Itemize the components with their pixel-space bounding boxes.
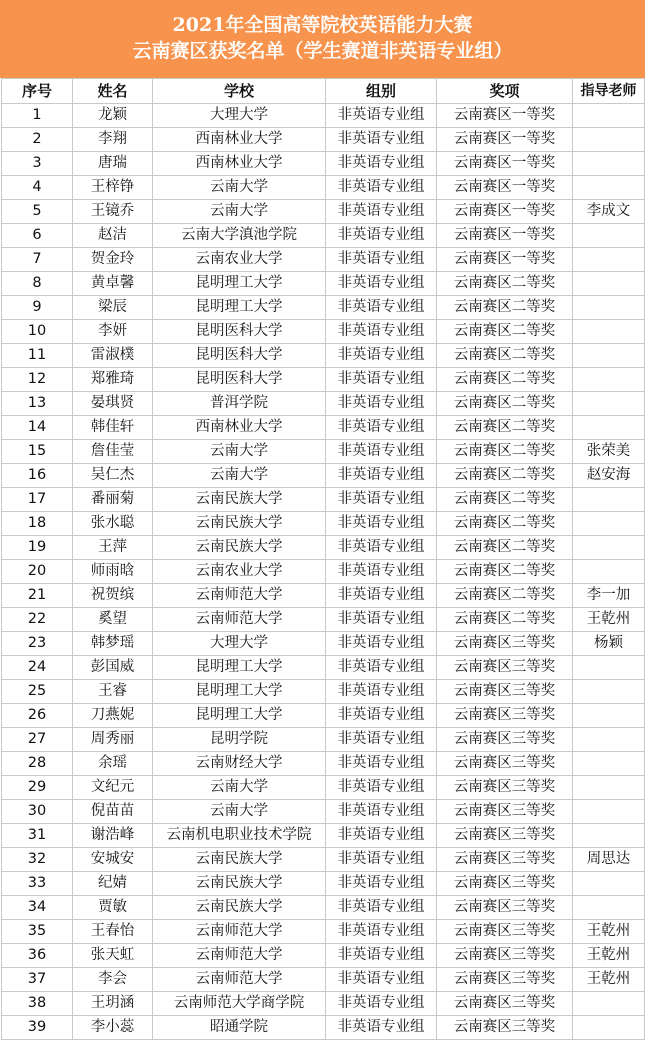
cell-award: 云南赛区三等奖 [437, 848, 573, 872]
cell-mentor [573, 776, 645, 800]
cell-index: 11 [2, 344, 73, 368]
cell-index: 33 [2, 872, 73, 896]
cell-index: 1 [2, 104, 73, 128]
cell-mentor [573, 296, 645, 320]
cell-index: 15 [2, 440, 73, 464]
cell-mentor [573, 992, 645, 1016]
title-line-1: 2021年全国高等院校英语能力大赛 [172, 14, 473, 36]
cell-award: 云南赛区二等奖 [437, 344, 573, 368]
cell-mentor [573, 704, 645, 728]
cell-award: 云南赛区三等奖 [437, 800, 573, 824]
cell-award: 云南赛区一等奖 [437, 152, 573, 176]
cell-mentor: 王乾州 [573, 608, 645, 632]
header-index: 序号 [2, 79, 73, 104]
cell-index: 21 [2, 584, 73, 608]
cell-school: 昆明理工大学 [153, 656, 326, 680]
cell-group: 非英语专业组 [326, 632, 437, 656]
cell-school: 昆明医科大学 [153, 344, 326, 368]
cell-mentor [573, 824, 645, 848]
cell-name: 李妍 [73, 320, 153, 344]
cell-school: 云南民族大学 [153, 512, 326, 536]
cell-award: 云南赛区一等奖 [437, 128, 573, 152]
cell-index: 10 [2, 320, 73, 344]
table-row [2, 872, 645, 896]
cell-group: 非英语专业组 [326, 920, 437, 944]
cell-school: 西南林业大学 [153, 128, 326, 152]
cell-group: 非英语专业组 [326, 296, 437, 320]
cell-index: 25 [2, 680, 73, 704]
header-name: 姓名 [73, 79, 153, 104]
cell-group: 非英语专业组 [326, 512, 437, 536]
cell-mentor [573, 128, 645, 152]
table-row [2, 416, 645, 440]
table-row [2, 608, 645, 632]
cell-mentor [573, 224, 645, 248]
page-title [0, 0, 645, 78]
cell-school: 云南大学 [153, 800, 326, 824]
cell-mentor [573, 656, 645, 680]
cell-index: 6 [2, 224, 73, 248]
table-row [2, 824, 645, 848]
header-group: 组别 [326, 79, 437, 104]
cell-award: 云南赛区二等奖 [437, 416, 573, 440]
cell-name: 张水聪 [73, 512, 153, 536]
cell-school: 云南大学 [153, 176, 326, 200]
cell-school: 云南民族大学 [153, 848, 326, 872]
title-line-2: 云南赛区获奖名单（学生赛道非英语专业组） [132, 40, 513, 62]
cell-index: 5 [2, 200, 73, 224]
cell-school: 云南师范大学 [153, 968, 326, 992]
cell-mentor [573, 416, 645, 440]
table-row [2, 968, 645, 992]
cell-group: 非英语专业组 [326, 584, 437, 608]
table-row [2, 368, 645, 392]
table-row [2, 464, 645, 488]
table-row [2, 488, 645, 512]
cell-school: 昆明理工大学 [153, 680, 326, 704]
table-row [2, 560, 645, 584]
table-row [2, 200, 645, 224]
cell-school: 大理大学 [153, 632, 326, 656]
cell-group: 非英语专业组 [326, 992, 437, 1016]
cell-name: 周秀丽 [73, 728, 153, 752]
table-row [2, 104, 645, 128]
cell-mentor [573, 488, 645, 512]
cell-name: 张天虹 [73, 944, 153, 968]
cell-index: 32 [2, 848, 73, 872]
cell-award: 云南赛区二等奖 [437, 320, 573, 344]
cell-name: 韩佳轩 [73, 416, 153, 440]
cell-mentor [573, 896, 645, 920]
cell-mentor [573, 152, 645, 176]
cell-group: 非英语专业组 [326, 416, 437, 440]
cell-name: 李会 [73, 968, 153, 992]
cell-school: 昆明学院 [153, 728, 326, 752]
cell-school: 云南师范大学 [153, 944, 326, 968]
cell-index: 29 [2, 776, 73, 800]
cell-name: 黄卓馨 [73, 272, 153, 296]
cell-award: 云南赛区二等奖 [437, 464, 573, 488]
cell-group: 非英语专业组 [326, 824, 437, 848]
cell-index: 12 [2, 368, 73, 392]
cell-school: 云南师范大学 [153, 608, 326, 632]
table-header-row [2, 79, 645, 104]
cell-award: 云南赛区三等奖 [437, 776, 573, 800]
cell-award: 云南赛区三等奖 [437, 944, 573, 968]
cell-school: 云南财经大学 [153, 752, 326, 776]
cell-group: 非英语专业组 [326, 224, 437, 248]
cell-mentor [573, 368, 645, 392]
cell-school: 云南民族大学 [153, 872, 326, 896]
cell-name: 奚望 [73, 608, 153, 632]
cell-index: 35 [2, 920, 73, 944]
table-row [2, 680, 645, 704]
cell-group: 非英语专业组 [326, 128, 437, 152]
cell-award: 云南赛区一等奖 [437, 104, 573, 128]
header-school: 学校 [153, 79, 326, 104]
table-row [2, 752, 645, 776]
cell-index: 26 [2, 704, 73, 728]
cell-mentor: 李成文 [573, 200, 645, 224]
cell-index: 9 [2, 296, 73, 320]
table-row [2, 320, 645, 344]
awards-table [1, 78, 645, 1040]
table-row [2, 296, 645, 320]
cell-index: 24 [2, 656, 73, 680]
cell-mentor: 赵安海 [573, 464, 645, 488]
cell-group: 非英语专业组 [326, 248, 437, 272]
cell-name: 雷淑樸 [73, 344, 153, 368]
cell-name: 刀燕妮 [73, 704, 153, 728]
cell-mentor [573, 800, 645, 824]
cell-name: 赵洁 [73, 224, 153, 248]
cell-index: 23 [2, 632, 73, 656]
table-row [2, 440, 645, 464]
cell-award: 云南赛区二等奖 [437, 560, 573, 584]
cell-award: 云南赛区二等奖 [437, 368, 573, 392]
cell-name: 韩梦瑶 [73, 632, 153, 656]
cell-index: 20 [2, 560, 73, 584]
cell-school: 云南农业大学 [153, 248, 326, 272]
cell-name: 师雨晗 [73, 560, 153, 584]
cell-index: 3 [2, 152, 73, 176]
table-row [2, 1016, 645, 1040]
cell-mentor [573, 320, 645, 344]
cell-award: 云南赛区三等奖 [437, 632, 573, 656]
cell-group: 非英语专业组 [326, 752, 437, 776]
cell-award: 云南赛区三等奖 [437, 656, 573, 680]
cell-index: 18 [2, 512, 73, 536]
cell-group: 非英语专业组 [326, 1016, 437, 1040]
cell-group: 非英语专业组 [326, 560, 437, 584]
cell-award: 云南赛区三等奖 [437, 896, 573, 920]
cell-mentor [573, 560, 645, 584]
cell-group: 非英语专业组 [326, 800, 437, 824]
cell-award: 云南赛区三等奖 [437, 968, 573, 992]
cell-award: 云南赛区一等奖 [437, 224, 573, 248]
cell-name: 梁辰 [73, 296, 153, 320]
cell-school: 云南大学 [153, 464, 326, 488]
cell-mentor [573, 512, 645, 536]
cell-award: 云南赛区三等奖 [437, 872, 573, 896]
cell-index: 7 [2, 248, 73, 272]
table-row [2, 992, 645, 1016]
cell-name: 贾敏 [73, 896, 153, 920]
cell-name: 王萍 [73, 536, 153, 560]
cell-name: 贺金玲 [73, 248, 153, 272]
cell-group: 非英语专业组 [326, 896, 437, 920]
cell-index: 13 [2, 392, 73, 416]
cell-award: 云南赛区三等奖 [437, 752, 573, 776]
cell-school: 西南林业大学 [153, 416, 326, 440]
cell-name: 晏琪贤 [73, 392, 153, 416]
table-row [2, 896, 645, 920]
cell-award: 云南赛区二等奖 [437, 488, 573, 512]
cell-group: 非英语专业组 [326, 488, 437, 512]
cell-school: 云南民族大学 [153, 488, 326, 512]
cell-name: 番丽菊 [73, 488, 153, 512]
table-row [2, 128, 645, 152]
cell-name: 吴仁杰 [73, 464, 153, 488]
cell-mentor [573, 1016, 645, 1040]
cell-name: 唐瑞 [73, 152, 153, 176]
table-row [2, 344, 645, 368]
table-row [2, 272, 645, 296]
header-award: 奖项 [437, 79, 573, 104]
cell-school: 云南师范大学 [153, 920, 326, 944]
cell-award: 云南赛区二等奖 [437, 272, 573, 296]
cell-award: 云南赛区二等奖 [437, 392, 573, 416]
cell-mentor [573, 680, 645, 704]
cell-mentor [573, 272, 645, 296]
cell-mentor [573, 104, 645, 128]
table-row [2, 728, 645, 752]
cell-mentor [573, 872, 645, 896]
cell-award: 云南赛区三等奖 [437, 728, 573, 752]
cell-group: 非英语专业组 [326, 608, 437, 632]
cell-award: 云南赛区三等奖 [437, 680, 573, 704]
cell-award: 云南赛区二等奖 [437, 536, 573, 560]
table-row [2, 656, 645, 680]
table-row [2, 920, 645, 944]
cell-award: 云南赛区二等奖 [437, 608, 573, 632]
cell-award: 云南赛区二等奖 [437, 512, 573, 536]
cell-group: 非英语专业组 [326, 464, 437, 488]
cell-group: 非英语专业组 [326, 176, 437, 200]
cell-name: 安城安 [73, 848, 153, 872]
cell-name: 詹佳莹 [73, 440, 153, 464]
cell-index: 31 [2, 824, 73, 848]
cell-school: 云南师范大学 [153, 584, 326, 608]
cell-name: 彭国威 [73, 656, 153, 680]
cell-group: 非英语专业组 [326, 344, 437, 368]
cell-mentor: 李一加 [573, 584, 645, 608]
cell-index: 16 [2, 464, 73, 488]
table-row [2, 392, 645, 416]
cell-group: 非英语专业组 [326, 944, 437, 968]
table-row [2, 152, 645, 176]
cell-mentor: 王乾州 [573, 920, 645, 944]
cell-mentor [573, 248, 645, 272]
table-row [2, 248, 645, 272]
cell-index: 2 [2, 128, 73, 152]
table-row [2, 536, 645, 560]
cell-mentor: 王乾州 [573, 968, 645, 992]
cell-index: 8 [2, 272, 73, 296]
cell-school: 云南民族大学 [153, 896, 326, 920]
table-row [2, 632, 645, 656]
cell-group: 非英语专业组 [326, 200, 437, 224]
cell-mentor: 张荣美 [573, 440, 645, 464]
cell-school: 云南大学 [153, 200, 326, 224]
cell-mentor [573, 392, 645, 416]
cell-name: 王镜乔 [73, 200, 153, 224]
cell-mentor: 杨颖 [573, 632, 645, 656]
cell-award: 云南赛区二等奖 [437, 440, 573, 464]
cell-school: 云南大学 [153, 776, 326, 800]
cell-school: 云南师范大学商学院 [153, 992, 326, 1016]
cell-name: 龙颖 [73, 104, 153, 128]
cell-group: 非英语专业组 [326, 392, 437, 416]
table-row [2, 800, 645, 824]
cell-award: 云南赛区二等奖 [437, 296, 573, 320]
cell-mentor: 周思达 [573, 848, 645, 872]
cell-name: 谢浩峰 [73, 824, 153, 848]
cell-group: 非英语专业组 [326, 968, 437, 992]
cell-award: 云南赛区三等奖 [437, 1016, 573, 1040]
cell-group: 非英语专业组 [326, 848, 437, 872]
cell-school: 云南农业大学 [153, 560, 326, 584]
cell-index: 27 [2, 728, 73, 752]
cell-award: 云南赛区一等奖 [437, 200, 573, 224]
table-row [2, 704, 645, 728]
cell-name: 王春怡 [73, 920, 153, 944]
cell-mentor: 王乾州 [573, 944, 645, 968]
cell-index: 38 [2, 992, 73, 1016]
table-row [2, 584, 645, 608]
cell-index: 19 [2, 536, 73, 560]
cell-mentor [573, 536, 645, 560]
cell-group: 非英语专业组 [326, 104, 437, 128]
cell-school: 云南大学滇池学院 [153, 224, 326, 248]
cell-index: 36 [2, 944, 73, 968]
cell-name: 余瑶 [73, 752, 153, 776]
cell-school: 昆明医科大学 [153, 320, 326, 344]
cell-group: 非英语专业组 [326, 872, 437, 896]
cell-school: 云南大学 [153, 440, 326, 464]
cell-school: 昆明理工大学 [153, 272, 326, 296]
table-row [2, 776, 645, 800]
cell-school: 普洱学院 [153, 392, 326, 416]
cell-award: 云南赛区一等奖 [437, 176, 573, 200]
cell-group: 非英语专业组 [326, 368, 437, 392]
cell-group: 非英语专业组 [326, 440, 437, 464]
cell-index: 22 [2, 608, 73, 632]
cell-award: 云南赛区二等奖 [437, 584, 573, 608]
cell-index: 17 [2, 488, 73, 512]
cell-name: 王睿 [73, 680, 153, 704]
cell-index: 37 [2, 968, 73, 992]
cell-mentor [573, 176, 645, 200]
cell-school: 昆明理工大学 [153, 704, 326, 728]
cell-mentor [573, 752, 645, 776]
cell-group: 非英语专业组 [326, 776, 437, 800]
table-row [2, 224, 645, 248]
cell-mentor [573, 344, 645, 368]
cell-school: 云南民族大学 [153, 536, 326, 560]
cell-name: 郑雅琦 [73, 368, 153, 392]
cell-index: 34 [2, 896, 73, 920]
cell-group: 非英语专业组 [326, 704, 437, 728]
cell-school: 昆明理工大学 [153, 296, 326, 320]
cell-group: 非英语专业组 [326, 320, 437, 344]
cell-index: 4 [2, 176, 73, 200]
cell-award: 云南赛区三等奖 [437, 824, 573, 848]
cell-index: 28 [2, 752, 73, 776]
cell-school: 昭通学院 [153, 1016, 326, 1040]
cell-name: 文纪元 [73, 776, 153, 800]
cell-award: 云南赛区三等奖 [437, 992, 573, 1016]
cell-award: 云南赛区三等奖 [437, 920, 573, 944]
cell-name: 纪婧 [73, 872, 153, 896]
cell-index: 14 [2, 416, 73, 440]
cell-group: 非英语专业组 [326, 728, 437, 752]
cell-school: 西南林业大学 [153, 152, 326, 176]
header-mentor: 指导老师 [573, 79, 645, 104]
cell-school: 云南机电职业技术学院 [153, 824, 326, 848]
cell-group: 非英语专业组 [326, 272, 437, 296]
table-row [2, 512, 645, 536]
cell-name: 祝贺缤 [73, 584, 153, 608]
table-row [2, 848, 645, 872]
cell-mentor [573, 728, 645, 752]
cell-name: 王梓铮 [73, 176, 153, 200]
cell-index: 30 [2, 800, 73, 824]
cell-award: 云南赛区三等奖 [437, 704, 573, 728]
cell-group: 非英语专业组 [326, 152, 437, 176]
cell-school: 大理大学 [153, 104, 326, 128]
cell-name: 李小蕊 [73, 1016, 153, 1040]
table-row [2, 944, 645, 968]
cell-index: 39 [2, 1016, 73, 1040]
cell-award: 云南赛区一等奖 [437, 248, 573, 272]
cell-group: 非英语专业组 [326, 680, 437, 704]
table-row [2, 176, 645, 200]
cell-group: 非英语专业组 [326, 536, 437, 560]
cell-name: 李翔 [73, 128, 153, 152]
cell-name: 倪苗苗 [73, 800, 153, 824]
cell-school: 昆明医科大学 [153, 368, 326, 392]
cell-name: 王玥涵 [73, 992, 153, 1016]
cell-group: 非英语专业组 [326, 656, 437, 680]
